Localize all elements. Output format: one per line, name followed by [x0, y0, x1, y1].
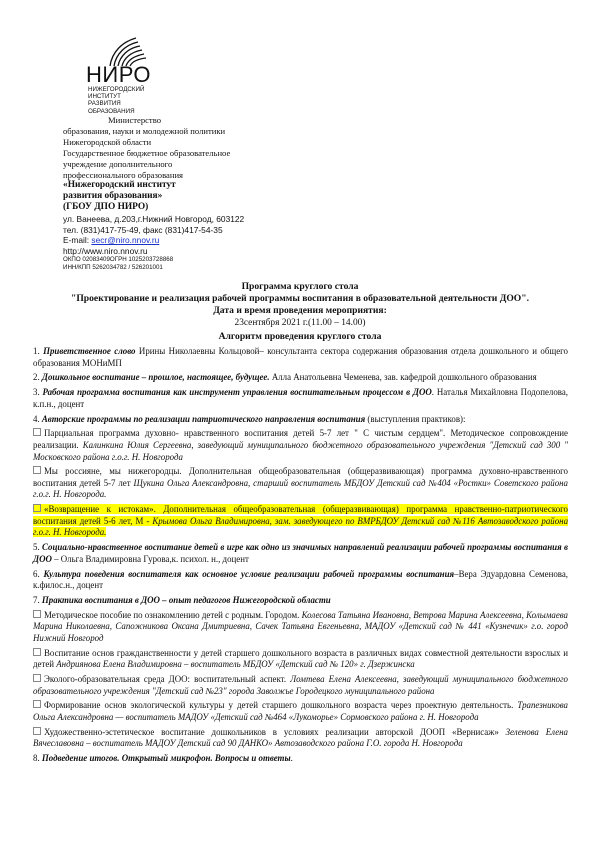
contacts-block — [63, 214, 244, 272]
agenda-item-5: 5. Социально-нравственное воспитание детей в игре как одно из значимых направлений реализации рабочей программы воспитания в ДОО – Ольга Владимировна Гурова,к. психол. н., доцент — [33, 542, 568, 564]
bullet-square-icon — [33, 466, 41, 474]
agenda-item-2: 2. Дошкольное воспитание – прошлое, настоящее, будущее. Алла Анатольевна Чеменева, зав. кафедрой дошкольного образования — [33, 372, 537, 383]
agenda-subitem: Художественно-эстетическое воспитание дошкольников в условиях реализации авторской ДООП «Вернисаж» Зеленова Елена Вячеславовна – воспитатель МАДОУ Детский сад 90 ДАНКО» Автозаводского района Г.О. города Н. Новгорода — [33, 726, 568, 749]
agenda-subitem: Мы россияне, мы нижегородцы. Дополнительная общеобразовательная (общеразвивающая) программа духовно-нравственного воспитания детей 5-7 лет Щукина Ольга Александровна, старший воспитатель МБДОУ Детский сад №404 «Ростки» Советского района г.о.г. Н. Новгорода. — [33, 466, 568, 500]
org-line: Министерство — [108, 115, 161, 125]
okpo: ОКПО 02083409ОГРН 1025203728868 — [63, 256, 174, 263]
agenda-item-3: 3. Рабочая программа воспитания как инструмент управления воспитательным процессом в ДОО. Наталья Михайловна Подопелова, к.п.н., доцент — [33, 387, 568, 409]
agenda-subitem: Эколого-образовательная среда ДОО: воспитательный аспект. Ломтева Елена Алексеевна, заведующий муниципального бюджетного образовательного учреждения "Детский сад №23" города Заволжье Городецкого муниципального района — [33, 674, 568, 696]
agenda-item-4: 4. Авторские программы по реализации патриотического направления воспитания (выступления практиков): — [33, 413, 466, 424]
org-name-line: развития образования» — [63, 191, 163, 202]
org-line: профессионального образования — [63, 169, 183, 180]
bullet-square-icon — [33, 727, 41, 735]
agenda-subitem: Формирование основ экологической культуры у детей старшего дошкольного возраста через проектную деятельность. Трапезникова Ольга Александровна — воспитатель МАДОУ «Детский сад №464 «Лукоморье» Сормовского района г. Н. Новгорода — [33, 700, 568, 723]
program-topic: "Проектирование и реализация рабочей программы воспитания в образовательной деятельности ДОО". — [71, 293, 529, 304]
agenda-subitem-highlighted: «Возвращение к истокам». Дополнительная общеобразовательная (общеразвивающая) программа нравственно-патриотического воспитания детей 5-6 лет, М - Крымова Ольга Владимировна, зам. заведующего по ВМРБДОУ Детский сад №116 Автозаводского района г.о.г. Н. Новгорода. — [33, 504, 569, 538]
agenda-subitem: Методическое пособие по ознакомлению детей с родным. Городом. Колесова Татьяна Ивановна, Ветрова Марина Алексеевна, Колымаева Марина Николаевна, Сапожникова Оксана Дмитриевна, Сачек Татьяна Евгеньевна, МАДОУ «Детский сад № 441 «Кузнечик» г.о. город Нижний Новгород — [33, 609, 568, 643]
org-line: Государственное бюджетное образовательное — [63, 147, 231, 158]
bullet-square-icon — [33, 504, 41, 512]
agenda-item-1: 1. Приветственное слово Ирины Николаевны Кольцовой– консультанта сектора содержания образования отдела дошкольного и общего образования МОНиМП — [33, 346, 568, 368]
bullet-square-icon — [33, 610, 41, 618]
agenda-subitem: Воспитание основ гражданственности у детей старшего дошкольного возраста в различных видах совместной деятельности взрослых и детей Андриянова Елена Владимировна – воспитатель МБДОУ «Детский сад № 120» г. Дзержинска — [33, 647, 568, 670]
org-line: Нижегородской области — [63, 136, 152, 147]
agenda-item-8: 8. Подведение итогов. Открытый микрофон. Вопросы и ответы. — [33, 753, 293, 764]
logo-subtitle: НИЖЕГОРОДСКИЙ ИНСТИТУТ РАЗВИТИЯ ОБРАЗОВАНИЯ — [88, 86, 145, 115]
inn: ИНН/КПП 5262034782 / 526201001 — [63, 264, 163, 271]
agenda-item-6: 6. Культура поведения воспитателя как основное условие реализации рабочей программы воспитания–Вера Эдуардовна Семенова, к.филос.н., доцент — [33, 568, 568, 591]
org-abbr-line: (ГБОУ ДПО НИРО) — [63, 202, 149, 213]
site-link[interactable]: http://www.niro.nnov.ru — [63, 245, 148, 256]
email-link[interactable]: secr@niro.nnov.ru — [91, 235, 160, 245]
program-title: Программа круглого стола — [241, 281, 359, 292]
date-label: Дата и время проведения мероприятия: — [213, 305, 387, 316]
bullet-square-icon — [33, 428, 41, 436]
agenda-subitem: Парциальная программа духовно- нравственного воспитания детей 5-7 лет " С чистым сердцем". Методическое сопровождение реализации. Калинкина Юлия Сергеевна, заведующий муниципального бюджетного образовательного учреждения "Детский сад 300 " Московского района г.о.г. Н. Новгорода — [33, 428, 569, 462]
logo-brand-text: НИРО — [86, 62, 152, 87]
org-line: учреждение дополнительного — [63, 158, 173, 169]
agenda-item-7: 7. Практика воспитания в ДОО – опыт педагогов Нижегородской области — [33, 594, 331, 605]
agenda — [33, 346, 568, 768]
email-row: E-mail: secr@niro.nnov.ru — [63, 235, 160, 245]
bullet-square-icon — [33, 648, 41, 656]
phones: тел. (831)417-75-49, факс (831)417-54-35 — [63, 224, 223, 235]
event-date: 23сентября 2021 г.(11.00 – 14.00) — [234, 318, 366, 328]
organization-block — [63, 115, 363, 213]
org-line: образования, науки и молодежной политики — [63, 125, 226, 136]
org-name-line: «Нижегородский институт — [63, 180, 176, 191]
address: ул. Ванеева, д.203,г.Нижний Новгород, 603122 — [63, 214, 245, 224]
algorithm-title: Алгоритм проведения круглого стола — [218, 331, 382, 342]
bullet-square-icon — [33, 700, 41, 708]
bullet-square-icon — [33, 674, 41, 682]
